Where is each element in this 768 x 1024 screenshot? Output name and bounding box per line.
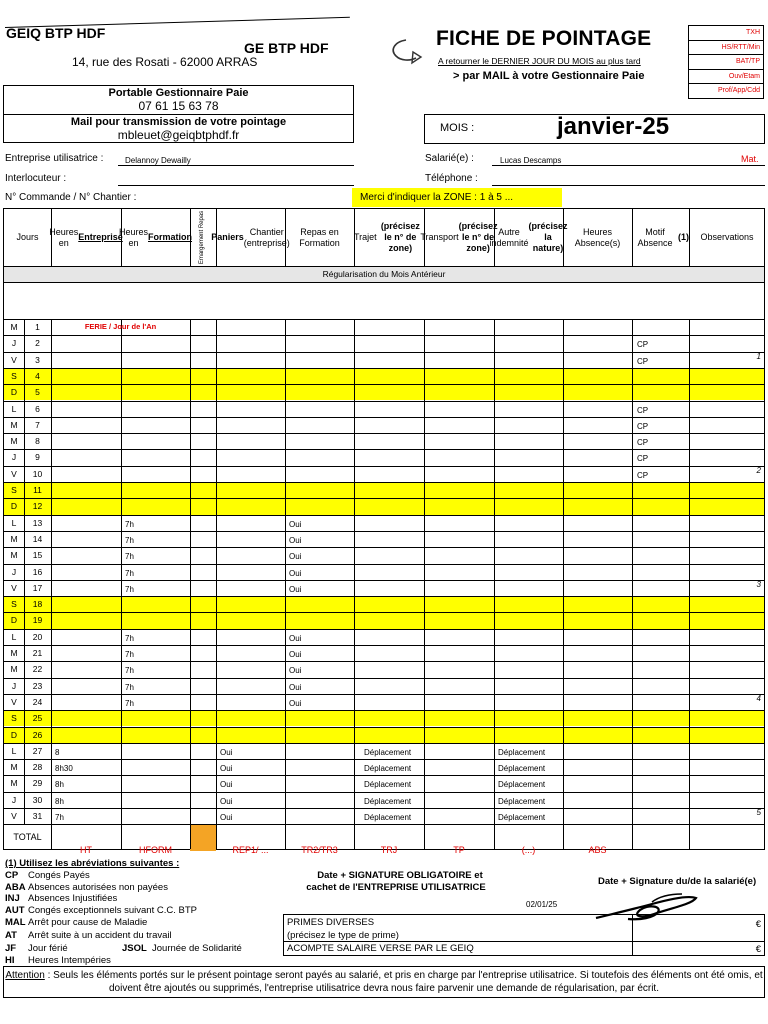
attention-label: Attention bbox=[5, 970, 45, 981]
row-divider bbox=[4, 282, 764, 283]
cell-autre[interactable]: Déplacement bbox=[498, 764, 546, 774]
day-number: 20 bbox=[32, 631, 43, 642]
day-number: 2 bbox=[35, 338, 40, 349]
col-divider bbox=[424, 319, 425, 849]
cell-form[interactable]: 7h bbox=[125, 535, 134, 545]
header-cell: Paniers Chantier (entreprise) bbox=[211, 226, 290, 248]
total-code: TP bbox=[453, 845, 465, 856]
entreprise-underline bbox=[118, 165, 354, 166]
day-number: 5 bbox=[35, 387, 40, 398]
header-cell: Trajet (précisez le n° de zone) bbox=[354, 221, 420, 253]
cell-trajet[interactable]: Déplacement bbox=[364, 747, 412, 757]
day-number: 3 bbox=[35, 354, 40, 365]
cell-panier[interactable]: Oui bbox=[220, 747, 233, 757]
cell-form[interactable]: 7h bbox=[125, 633, 134, 643]
day-letter: M bbox=[10, 762, 18, 773]
obs-marker: 1 bbox=[756, 351, 761, 361]
abbrev-code: AUT bbox=[5, 905, 25, 916]
abbrev-code: ABA bbox=[5, 882, 26, 893]
cell-form[interactable]: 7h bbox=[125, 552, 134, 562]
col-divider bbox=[632, 319, 633, 849]
day-number: 6 bbox=[35, 403, 40, 414]
legend-code: Prof/App/Cdd bbox=[717, 87, 760, 95]
day-letter: J bbox=[11, 794, 17, 805]
day-number: 16 bbox=[32, 566, 43, 577]
total-emargement-cell bbox=[190, 824, 216, 851]
header-cell: Transport (précisez le n° de zone) bbox=[420, 221, 498, 253]
day-number: 19 bbox=[32, 615, 43, 626]
cell-motif[interactable]: CP bbox=[637, 421, 649, 431]
header-cell: Observations bbox=[700, 232, 754, 242]
weekend-row bbox=[4, 612, 764, 628]
acompte-currency: € bbox=[755, 944, 761, 955]
obs-marker: 5 bbox=[756, 808, 761, 817]
obs-marker: 4 bbox=[756, 693, 761, 703]
row-divider bbox=[4, 401, 764, 402]
day-letter: M bbox=[10, 778, 18, 789]
phone-number: 07 61 15 63 78 bbox=[138, 99, 219, 113]
row-divider bbox=[4, 743, 764, 744]
day-letter: M bbox=[10, 664, 18, 675]
header-cell: Heures Absence(s) bbox=[574, 226, 621, 248]
cell-motif[interactable]: CP bbox=[637, 405, 649, 415]
col-divider bbox=[190, 319, 191, 849]
cell-panier[interactable]: Oui bbox=[220, 780, 233, 790]
total-code: REP1/ ... bbox=[232, 845, 269, 856]
cell-repas[interactable]: Oui bbox=[289, 584, 302, 594]
zone-note: Merci d'indiquer la ZONE : 1 à 5 ... bbox=[352, 188, 562, 207]
col-divider bbox=[51, 319, 52, 849]
total-code: HT bbox=[80, 845, 92, 856]
col-divider bbox=[285, 319, 286, 849]
cell-trajet[interactable]: Déplacement bbox=[364, 796, 412, 806]
month-label: MOIS : bbox=[440, 122, 475, 134]
mail-address[interactable]: mbleuet@geiqbtphdf.fr bbox=[117, 128, 240, 142]
day-number: 26 bbox=[32, 729, 43, 740]
salarie-type: Mat. bbox=[741, 154, 759, 164]
cell-form[interactable]: 7h bbox=[125, 519, 134, 529]
signature-date: 02/01/25 bbox=[526, 900, 558, 909]
cell-repas[interactable]: Oui bbox=[289, 682, 302, 692]
abbrev-code: INJ bbox=[5, 893, 20, 904]
commande-label: N° Commande / N° Chantier : bbox=[5, 192, 137, 203]
abbrev-text: Jour férié bbox=[28, 943, 68, 954]
abbrev-code: CP bbox=[5, 870, 19, 881]
holiday-note: FERIE / Jour de l'An bbox=[84, 322, 157, 331]
total-code: ABS bbox=[588, 845, 607, 856]
mail-label: Mail pour transmission de votre pointage bbox=[70, 116, 287, 128]
day-number: 21 bbox=[32, 648, 43, 658]
col-divider bbox=[354, 319, 355, 849]
row-divider bbox=[4, 645, 764, 646]
entreprise-label: Entreprise utilisatrice : bbox=[5, 153, 104, 164]
day-number: 10 bbox=[32, 468, 43, 479]
cell-ent[interactable]: 8h bbox=[55, 780, 64, 790]
total-code: TR2/TR3 bbox=[301, 845, 338, 856]
cell-panier[interactable]: Oui bbox=[220, 796, 233, 806]
signature-salarie-label: Date + Signature du/de la salarié(e) bbox=[598, 876, 757, 887]
day-number: 8 bbox=[35, 436, 40, 447]
abbrev-code: JSOL bbox=[122, 943, 147, 954]
obs-marker: 3 bbox=[756, 579, 761, 589]
day-number: 25 bbox=[32, 713, 43, 724]
day-letter: S bbox=[11, 370, 17, 381]
cell-repas[interactable]: Oui bbox=[289, 552, 302, 562]
cell-autre[interactable]: Déplacement bbox=[498, 813, 546, 822]
day-number: 18 bbox=[32, 599, 43, 610]
cell-form[interactable]: 7h bbox=[125, 584, 134, 594]
day-number: 31 bbox=[32, 811, 43, 821]
legend-codes-box bbox=[688, 25, 764, 99]
header-cell: Heures en Formation bbox=[119, 226, 193, 248]
col-divider bbox=[563, 319, 564, 849]
row-divider bbox=[4, 596, 764, 597]
header-cell: Autre indemnité (précisez la nature) bbox=[489, 221, 568, 253]
day-letter: V bbox=[11, 468, 17, 479]
row-divider bbox=[4, 710, 764, 711]
row-divider bbox=[4, 335, 764, 336]
cell-ent[interactable]: 7h bbox=[55, 813, 64, 822]
row-divider bbox=[4, 531, 764, 532]
acompte-label: ACOMPTE SALAIRE VERSE PAR LE GEIQ bbox=[287, 943, 474, 954]
day-letter: J bbox=[11, 452, 17, 463]
abbrev-text: Journée de Solidarité bbox=[152, 943, 242, 954]
day-number: 1 bbox=[35, 322, 40, 332]
cell-form[interactable]: 7h bbox=[125, 666, 134, 676]
day-number: 14 bbox=[32, 533, 43, 544]
legend-code: HS/RTT/Min bbox=[689, 41, 763, 56]
cell-panier[interactable]: Oui bbox=[220, 764, 233, 774]
day-letter: S bbox=[11, 599, 17, 610]
day-number: 30 bbox=[32, 794, 43, 805]
day-number: 9 bbox=[35, 452, 40, 463]
org-name: GEIQ BTP HDF bbox=[6, 25, 106, 41]
org-address: 14, rue des Rosati - 62000 ARRAS bbox=[72, 55, 258, 69]
signature-ent-line2: cachet de l'ENTREPRISE UTILISATRICE bbox=[306, 882, 486, 893]
cell-ent[interactable]: 8h30 bbox=[55, 764, 73, 774]
cell-repas[interactable]: Oui bbox=[289, 698, 302, 708]
day-number: 28 bbox=[32, 762, 43, 773]
day-letter: L bbox=[11, 631, 17, 642]
telephone-underline bbox=[492, 185, 765, 186]
total-code: (...) bbox=[521, 845, 536, 856]
row-divider bbox=[4, 547, 764, 548]
weekend-row bbox=[4, 384, 764, 400]
day-letter: V bbox=[11, 696, 17, 707]
day-number: 12 bbox=[32, 501, 43, 512]
return-arrow-icon bbox=[388, 36, 428, 70]
day-letter: S bbox=[11, 713, 17, 724]
day-number: 4 bbox=[35, 370, 40, 381]
signature-ent-line1: Date + SIGNATURE OBLIGATOIRE et bbox=[317, 870, 483, 881]
cell-ent[interactable]: 8h bbox=[55, 796, 64, 806]
day-number: 13 bbox=[32, 517, 43, 528]
row-divider bbox=[4, 580, 764, 581]
day-number: 27 bbox=[32, 745, 43, 756]
cell-form[interactable]: 7h bbox=[125, 568, 134, 578]
cell-motif[interactable]: CP bbox=[637, 454, 649, 464]
header-cell: Motif Absence (1) bbox=[637, 226, 689, 248]
primes-label: PRIMES DIVERSES bbox=[287, 917, 375, 928]
cell-trajet[interactable]: Déplacement bbox=[364, 764, 412, 774]
timesheet-table bbox=[3, 208, 765, 856]
row-divider bbox=[4, 678, 764, 679]
day-number: 29 bbox=[32, 778, 43, 789]
abbrev-text: Arrêt suite à un accident du travail bbox=[28, 930, 172, 941]
header-cell: Repas en Formation bbox=[299, 226, 340, 248]
weekend-row bbox=[4, 498, 764, 514]
total-code: HFORM bbox=[139, 845, 172, 856]
cell-repas[interactable]: Oui bbox=[289, 519, 302, 529]
salarie-value[interactable]: Lucas Descamps bbox=[500, 156, 562, 165]
primes-box bbox=[283, 914, 765, 956]
form-title: FICHE DE POINTAGE bbox=[436, 27, 652, 50]
abbrev-text: Heures Intempéries bbox=[28, 955, 111, 966]
abbrev-text: Congés Payés bbox=[28, 870, 90, 881]
day-letter: L bbox=[11, 745, 17, 756]
weekend-row bbox=[4, 368, 764, 384]
day-letter: M bbox=[10, 436, 18, 447]
abbrev-text: Arrêt pour cause de Maladie bbox=[28, 917, 148, 928]
header-emargement: Emargement Repas bbox=[199, 210, 206, 265]
header-cell: Jours bbox=[16, 232, 39, 242]
primes-sublabel: (précisez le type de prime) bbox=[287, 930, 399, 941]
day-letter: S bbox=[11, 485, 17, 495]
interlocuteur-underline bbox=[118, 185, 354, 186]
cell-motif[interactable]: CP bbox=[637, 470, 649, 480]
day-letter: J bbox=[11, 338, 17, 349]
phone-label: Portable Gestionnaire Paie bbox=[108, 87, 249, 99]
day-letter: M bbox=[10, 322, 18, 332]
cell-motif[interactable]: CP bbox=[637, 340, 649, 350]
cell-form[interactable]: 7h bbox=[125, 650, 134, 659]
row-divider bbox=[4, 498, 764, 499]
legend-code: Ouv/Etam bbox=[689, 70, 763, 85]
row-divider bbox=[4, 727, 764, 728]
org-name-2: GE BTP HDF bbox=[244, 40, 329, 56]
cell-trajet[interactable]: Déplacement bbox=[364, 813, 412, 822]
weekend-row bbox=[4, 710, 764, 726]
day-letter: M bbox=[10, 533, 18, 544]
col-divider bbox=[216, 319, 217, 849]
row-divider bbox=[4, 384, 764, 385]
day-letter: M bbox=[10, 550, 18, 561]
day-letter: L bbox=[11, 517, 17, 528]
cell-panier[interactable]: Oui bbox=[220, 813, 233, 822]
cell-form[interactable]: 7h bbox=[125, 698, 134, 708]
contact-box bbox=[3, 85, 354, 143]
day-letter: D bbox=[10, 615, 18, 626]
total-code: TRJ bbox=[380, 845, 398, 856]
abbrev-code: MAL bbox=[5, 917, 26, 928]
attention-text: : Seuls les éléments portés sur le présent pointage seront payés au salarié, et pris en charge par l'entreprise utilisatrice. Si toutefois des éléments ont été omis, et doivent être ajoutés ou supprimés, l'entreprise utilisatrice devra nous faire parvenir une demande de régularisation, par écrit. bbox=[44, 970, 763, 994]
abbrev-code: AT bbox=[5, 930, 17, 941]
cell-repas[interactable]: Oui bbox=[289, 535, 302, 545]
day-letter: V bbox=[11, 582, 17, 593]
cell-repas[interactable]: Oui bbox=[289, 666, 302, 676]
telephone-label: Téléphone : bbox=[425, 173, 478, 184]
salarie-underline bbox=[492, 165, 765, 166]
day-letter: D bbox=[10, 729, 18, 740]
month-value[interactable]: janvier-25 bbox=[557, 113, 670, 140]
cell-autre[interactable]: Déplacement bbox=[498, 780, 546, 790]
day-number: 15 bbox=[32, 550, 43, 561]
regul-label: Régularisation du Mois Antérieur bbox=[322, 268, 446, 279]
day-letter: M bbox=[10, 419, 18, 430]
salarie-label: Salarié(e) : bbox=[425, 153, 474, 164]
abbrev-code: HI bbox=[5, 955, 15, 966]
obs-marker: 2 bbox=[756, 465, 761, 475]
interlocuteur-label: Interlocuteur : bbox=[5, 173, 67, 184]
cell-repas[interactable]: Oui bbox=[289, 650, 302, 659]
row-divider bbox=[4, 515, 764, 516]
entreprise-value[interactable]: Delannoy Dewailly bbox=[125, 156, 191, 165]
cell-autre[interactable]: Déplacement bbox=[498, 747, 546, 757]
row-divider bbox=[4, 612, 764, 613]
weekend-row bbox=[4, 482, 764, 498]
row-divider bbox=[4, 629, 764, 630]
cell-repas[interactable]: Oui bbox=[289, 568, 302, 578]
cell-form[interactable]: 7h bbox=[125, 682, 134, 692]
abbrev-text: Absences Injustifiées bbox=[28, 893, 118, 904]
primes-currency: € bbox=[755, 919, 761, 930]
cell-motif[interactable]: CP bbox=[637, 438, 649, 448]
day-number: 23 bbox=[32, 680, 43, 691]
legend-code: TXH bbox=[689, 26, 763, 41]
cell-ent[interactable]: 8 bbox=[55, 747, 60, 757]
day-number: 22 bbox=[32, 664, 43, 675]
row-divider bbox=[4, 661, 764, 662]
day-number: 7 bbox=[35, 419, 40, 430]
abbrev-code: JF bbox=[5, 943, 17, 954]
day-number: 11 bbox=[33, 485, 42, 495]
day-letter: D bbox=[10, 387, 18, 398]
header-cell: Heures en Entreprise bbox=[49, 226, 123, 248]
day-letter: D bbox=[10, 501, 18, 512]
attention-note bbox=[3, 966, 765, 998]
abbrev-text: Absences autorisées non payées bbox=[28, 882, 168, 893]
total-label: TOTAL bbox=[13, 832, 42, 843]
col-divider bbox=[121, 319, 122, 849]
row-divider bbox=[4, 564, 764, 565]
row-divider bbox=[4, 694, 764, 695]
abbrev-text: Congés exceptionnels suivant C.C. BTP bbox=[28, 905, 197, 916]
day-letter: L bbox=[11, 403, 17, 414]
cell-repas[interactable]: Oui bbox=[289, 633, 302, 643]
day-letter: V bbox=[11, 354, 17, 365]
mail-note: > par MAIL à votre Gestionnaire Paie bbox=[453, 70, 645, 82]
cell-trajet[interactable]: Déplacement bbox=[364, 780, 412, 790]
day-letter: J bbox=[11, 566, 17, 577]
return-note: A retourner le DERNIER JOUR DU MOIS au plus tard bbox=[438, 56, 641, 66]
legend-code: BAT/TP bbox=[689, 55, 763, 70]
abbrev-title: (1) Utilisez les abréviations suivantes : bbox=[5, 858, 180, 869]
day-number: 24 bbox=[32, 696, 43, 707]
cell-motif[interactable]: CP bbox=[637, 356, 649, 366]
weekend-row bbox=[4, 727, 764, 743]
cell-autre[interactable]: Déplacement bbox=[498, 796, 546, 806]
day-letter: M bbox=[10, 648, 18, 658]
day-number: 17 bbox=[32, 582, 43, 593]
col-divider bbox=[494, 319, 495, 849]
weekend-row bbox=[4, 596, 764, 612]
day-letter: J bbox=[11, 680, 17, 691]
day-letter: V bbox=[11, 811, 17, 821]
